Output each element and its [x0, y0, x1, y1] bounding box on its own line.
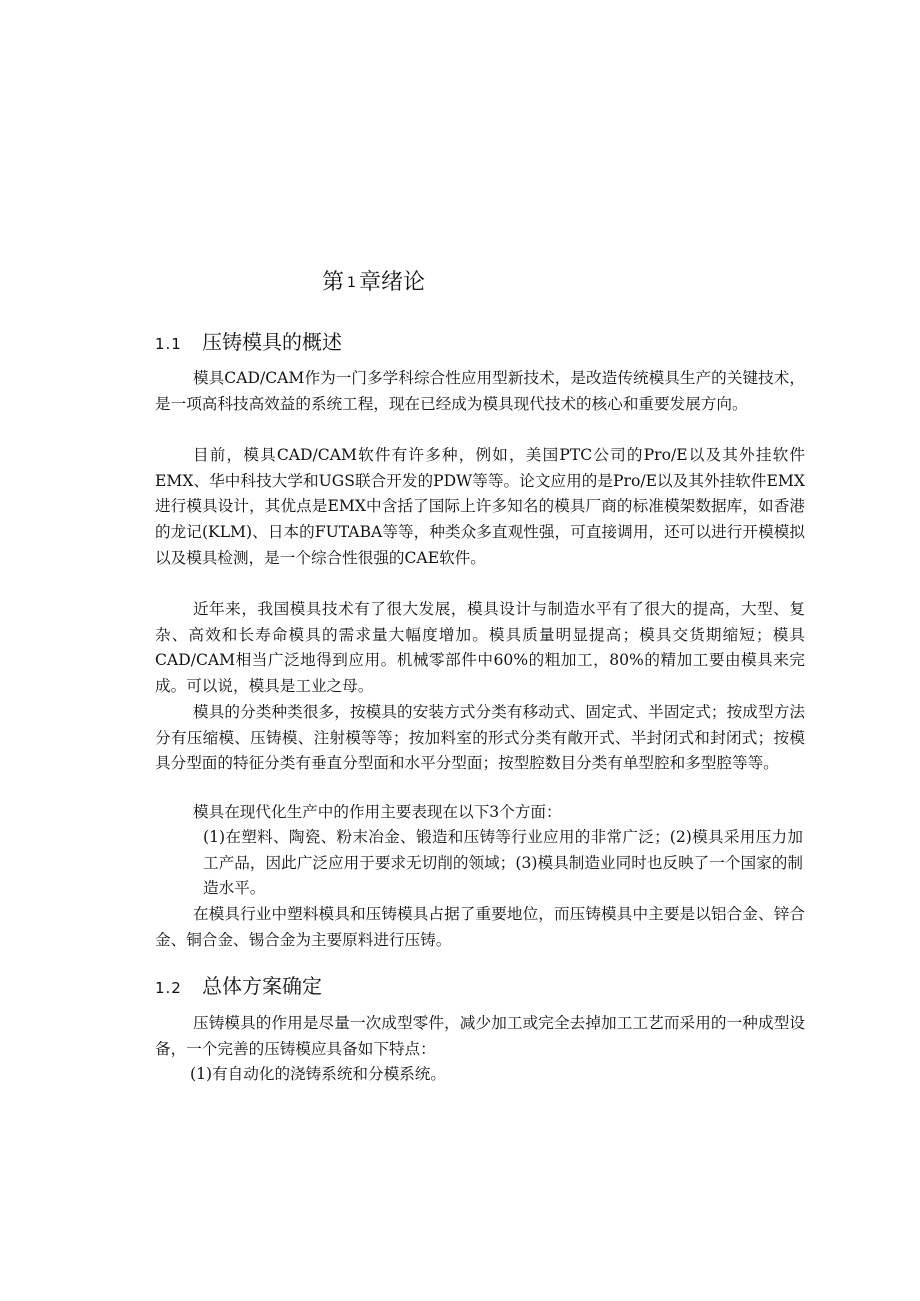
- section-heading-1-1: [155, 326, 342, 355]
- chapter-number: 1: [347, 275, 356, 291]
- paragraph: 模具CAD/CAM作为一门多学科综合性应用型新技术，是改造传统模具生产的关键技术，是一项高科技高效益的系统工程，现在已经成为模具现代技术的核心和重要发展方向。: [155, 369, 805, 413]
- chapter-title: [322, 268, 425, 298]
- paragraph: 压铸模具的作用是尽量一次成型零件，减少加工或完全去掉加工工艺而采用的一种成型设备，一个完善的压铸模应具备如下特点：: [155, 1014, 805, 1058]
- paragraph: 近年来，我国模具技术有了很大发展，模具设计与制造水平有了很大的提高，大型、复杂、高效和长寿命模具的需求量大幅度增加。模具质量明显提高；模具交货期缩短；模具CAD/CAM相当广泛地得到应用。机械零部件中60%的粗加工，80%的精加工要由模具来完成。可以说，模具是工业之母。: [155, 600, 805, 696]
- chapter-prefix: 第: [322, 270, 345, 295]
- section-title: 压铸模具的概述: [202, 330, 342, 354]
- paragraph: 模具的分类种类很多，按模具的安装方式分类有移动式、固定式、半固定式；按成型方法分有压缩模、压铸模、注射模等等；按加料室的形式分类有敞开式、半封闭式和封闭式；按模具分型面的特征分类有垂直分型面和水平分型面；按型腔数目分类有单型腔和多型腔等等。: [155, 703, 805, 773]
- section-heading-1-2: [155, 970, 322, 999]
- paragraph: 模具在现代化生产中的作用主要表现在以下3个方面：: [193, 803, 562, 821]
- paragraph: 目前，模具CAD/CAM软件有许多种，例如，美国PTC公司的Pro/E以及其外挂软件EMX、华中科技大学和UGS联合开发的PDW等等。论文应用的是Pro/E以及其外挂软件EMX进行模具设计，其优点是EMX中含括了国际上许多知名的模具厂商的标准模架数据库，如香港的龙记(KLM)、日本的FUTABA等等，种类众多直观性强，可直接调用，还可以进行开模模拟以及模具检测，是一个综合性很强的CAE软件。: [155, 446, 805, 567]
- list-item: (1)有自动化的浇铸系统和分模系统。: [190, 1065, 446, 1083]
- paragraph: (1)在塑料、陶瓷、粉末冶金、锻造和压铸等行业应用的非常广泛；(2)模具采用压力加工产品，因此广泛应用于要求无切削的领域；(3)模具制造业同时也反映了一个国家的制造水平。: [203, 828, 803, 898]
- chapter-suffix: 章绪论: [358, 270, 425, 295]
- section-number: 1.2: [155, 979, 182, 997]
- paragraph: 在模具行业中塑料模具和压铸模具占据了重要地位，而压铸模具中主要是以铝合金、锌合金、铜合金、锡合金为主要原料进行压铸。: [155, 905, 805, 949]
- section-number: 1.1: [155, 335, 182, 353]
- section-title: 总体方案确定: [202, 974, 322, 998]
